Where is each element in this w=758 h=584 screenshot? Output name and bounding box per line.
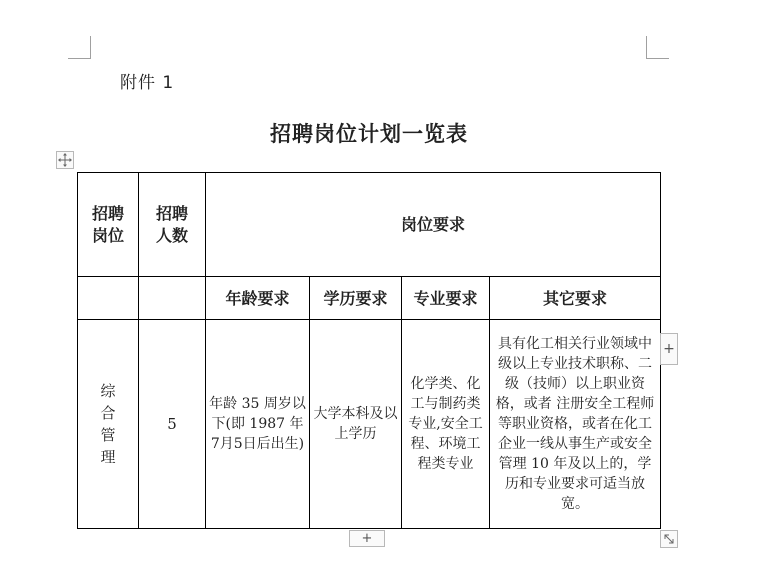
header-education[interactable]: 学历要求: [310, 277, 402, 320]
table-subheader-row: [78, 277, 661, 320]
cell-position[interactable]: 综合管理: [78, 320, 139, 529]
attachment-label: 附件 1: [120, 73, 175, 93]
cell-major[interactable]: 化学类、化工与制药类专业,安全工程、环境工程类专业: [402, 320, 490, 529]
header-position[interactable]: 招聘岗位: [78, 173, 139, 277]
page-title: 招聘岗位计划一览表: [270, 121, 468, 146]
header-headcount[interactable]: 招聘人数: [139, 173, 206, 277]
subheader-empty-2[interactable]: [139, 277, 206, 320]
resize-diagonal-icon: [661, 531, 677, 547]
recruitment-plan-table: [77, 172, 661, 529]
cell-age[interactable]: 年龄 35 周岁以下(即 1987 年7月5日后出生): [206, 320, 310, 529]
cell-other[interactable]: 具有化工相关行业领域中级以上专业技术职称、二级（技师）以上职业资格，或者 注册安全工程师等职业资格，或者在化工企业一线从事生产或安全管理 10 年及以上的，学历和专业要求可适当放宽。: [490, 320, 661, 529]
crop-mark-top-left: [68, 36, 91, 59]
table-resize-handle[interactable]: [660, 530, 678, 548]
cell-education[interactable]: 大学本科及以上学历: [310, 320, 402, 529]
header-major[interactable]: 专业要求: [402, 277, 490, 320]
add-row-button[interactable]: +: [349, 530, 385, 547]
header-age[interactable]: 年龄要求: [206, 277, 310, 320]
table-row: [78, 320, 661, 529]
table-header-row: [78, 173, 661, 277]
header-other[interactable]: 其它要求: [490, 277, 661, 320]
add-column-button[interactable]: +: [660, 333, 678, 365]
table-move-handle[interactable]: [56, 151, 74, 169]
move-arrows-icon: [57, 152, 73, 168]
subheader-empty-1[interactable]: [78, 277, 139, 320]
crop-mark-top-right: [646, 36, 669, 59]
cell-headcount[interactable]: 5: [139, 320, 206, 529]
header-requirements[interactable]: 岗位要求: [206, 173, 661, 277]
